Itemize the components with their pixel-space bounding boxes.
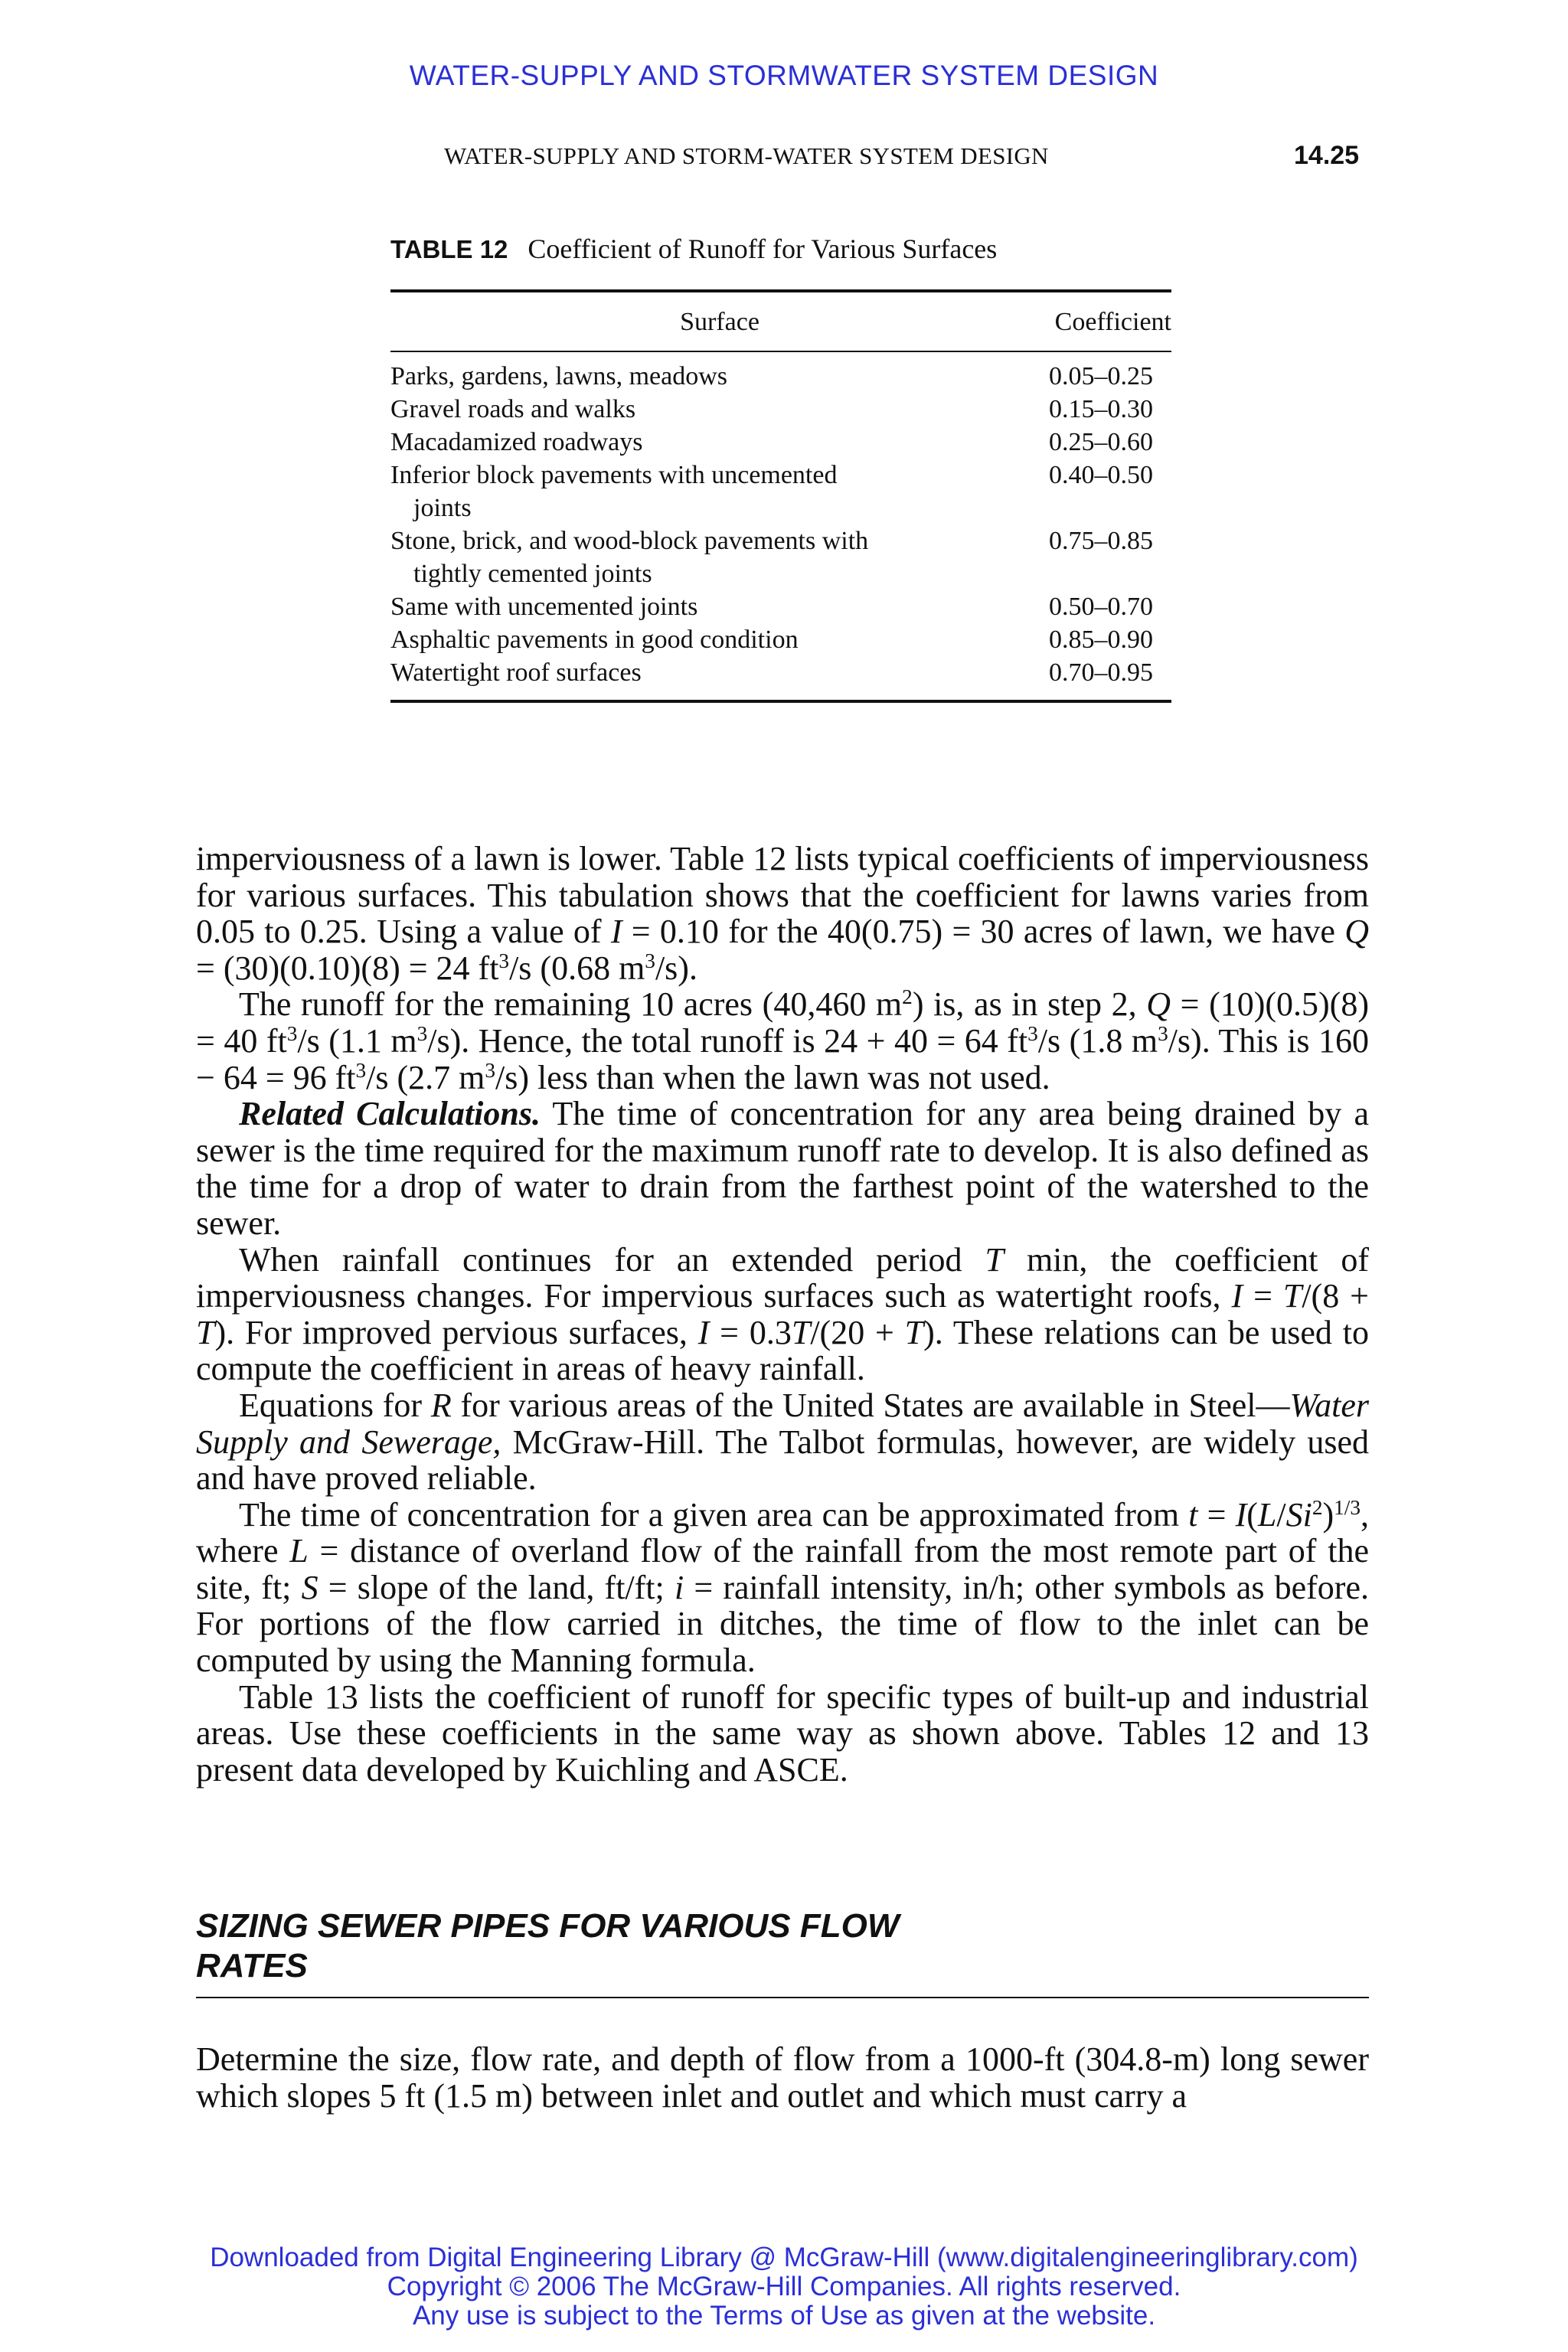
- table-label: TABLE 12: [390, 235, 508, 263]
- cell-surface: Gravel roads and walks: [390, 395, 636, 423]
- cell-coefficient: 0.25–0.60: [1049, 428, 1153, 456]
- table-bottom-rule: [390, 700, 1171, 703]
- table-body: [390, 352, 1171, 700]
- section-heading-line: SIZING SEWER PIPES FOR VARIOUS FLOW: [196, 1907, 900, 1945]
- cell-coefficient: 0.85–0.90: [1049, 626, 1153, 654]
- cell-coefficient: 0.70–0.95: [1049, 658, 1153, 687]
- cell-coefficient: 0.15–0.30: [1049, 395, 1153, 423]
- cell-surface: Watertight roof surfaces: [390, 658, 642, 687]
- section-heading-line: RATES: [196, 1947, 308, 1984]
- cell-coefficient: 0.75–0.85: [1049, 527, 1153, 555]
- table-row: [390, 524, 1171, 590]
- table-row: [390, 623, 1171, 656]
- book-reference: Water Supply and Sewerage,: [196, 1386, 1369, 1461]
- footer-notice: [0, 2243, 1568, 2331]
- cell-surface: Same with uncemented joints: [390, 593, 698, 621]
- footer-copyright: Copyright © 2006 The McGraw-Hill Companies. All rights reserved.: [387, 2272, 1181, 2301]
- runoff-table: [390, 289, 1171, 703]
- cell-coefficient: 0.05–0.25: [1049, 362, 1153, 390]
- table-row: [390, 360, 1171, 393]
- table-caption: [390, 233, 997, 265]
- table-row: [390, 459, 1171, 524]
- run-in-heading: Related Calculations.: [239, 1095, 541, 1133]
- table-row: [390, 393, 1171, 426]
- body-text: [196, 841, 1369, 1788]
- table-header-row: [390, 292, 1171, 351]
- cell-surface: Stone, brick, and wood-block pavements with tightly cemented joints: [390, 527, 869, 588]
- paragraph: Table 13 lists the coefficient of runoff for specific types of built-up and industrial areas. Use these coefficients in the same way as shown above. Tables 12 and 13 present data developed by Kuichling and ASCE.: [196, 1677, 1369, 1788]
- table-row: [390, 656, 1171, 689]
- paragraph: Determine the size, flow rate, and depth of flow from a 1000-ft (304.8-m) long sewer which slopes 5 ft (1.5 m) between inlet and outlet and which must carry a: [196, 2040, 1369, 2115]
- paragraph: The time of concentration for a given area can be approximated from $t = I(L/Si^2)^{1/3}$, where L = distance of overland flow of the rainfall from the most remote part of the site, ft; S = slope of the land, ft/ft; i = rainfall intensity, in/h; other symbols as before. For portions of the flow carried in ditches, the time of flow to the inlet can be computed by using the Manning formula.: [196, 1495, 1369, 1680]
- paragraph: Equations for R for various areas of the United States are available in Steel—Water Supply and Sewerage, McGraw-Hill. The Talbot formulas, however, are widely used and have proved reliable.: [196, 1386, 1369, 1498]
- paragraph: Related Calculations. The time of concentration for any area being drained by a sewer is the time required for the maximum runoff rate to develop. It is also defined as the time for a drop of water to drain from the farthest point of the watershed to the sewer.: [196, 1095, 1369, 1242]
- section-heading: [196, 1906, 1369, 1986]
- cell-surface: Inferior block pavements with uncemented joints: [390, 461, 838, 522]
- cell-surface: Asphaltic pavements in good condition: [390, 626, 799, 654]
- column-header-surface: Surface: [680, 307, 760, 336]
- page-number: 14.25: [1294, 141, 1360, 170]
- column-header-coefficient: Coefficient: [1054, 307, 1171, 336]
- section-intro: [196, 2041, 1369, 2114]
- paragraph: The runoff for the remaining 10 acres (40,460 $m^2$) is, as in step 2, Q = (10)(0.5)(8) = 40 $ft^3/s$ (1.1 $m^3/s$). Hence, the total runoff is 24 + 40 = 64 $ft^3/s$ (1.8 $m^3/s$). This is 160 − 64 = 96 $ft^3/s$ (2.7 $m^3/s$) less than when the lawn was not used.: [196, 985, 1370, 1096]
- cell-coefficient: 0.40–0.50: [1049, 461, 1153, 489]
- source-banner: WATER-SUPPLY AND STORMWATER SYSTEM DESIGN: [409, 60, 1159, 91]
- cell-surface: Parks, gardens, lawns, meadows: [390, 362, 728, 390]
- table-row: [390, 590, 1171, 623]
- running-head: WATER-SUPPLY AND STORM-WATER SYSTEM DESIGN: [444, 142, 1049, 169]
- footer-download-link[interactable]: Downloaded from Digital Engineering Library @ McGraw-Hill (www.digitalengineeringlibrary.com): [210, 2243, 1358, 2272]
- paragraph: imperviousness of a lawn is lower. Table 12 lists typical coefficients of imperviousness for various surfaces. This tabulation shows that the coefficient for lawns varies from 0.05 to 0.25. Using a value of I = 0.10 for the 40(0.75) = 30 acres of lawn, we have Q = (30)(0.10)(8) = 24 $ft^3/s$ (0.68 $m^3/s$).: [196, 840, 1369, 987]
- paragraph: When rainfall continues for an extended period T min, the coefficient of imperviousness changes. For impervious surfaces such as watertight roofs, I = T/(8 + T). For improved pervious surfaces, I = 0.3T/(20 + T). These relations can be used to compute the coefficient in areas of heavy rainfall.: [196, 1240, 1370, 1388]
- section-rule: [196, 1997, 1369, 1998]
- table-row: [390, 426, 1171, 459]
- table-caption-text: Coefficient of Runoff for Various Surfaces: [528, 234, 998, 264]
- cell-coefficient: 0.50–0.70: [1049, 593, 1153, 621]
- footer-terms: Any use is subject to the Terms of Use as given at the website.: [412, 2301, 1156, 2331]
- cell-surface: Macadamized roadways: [390, 428, 643, 456]
